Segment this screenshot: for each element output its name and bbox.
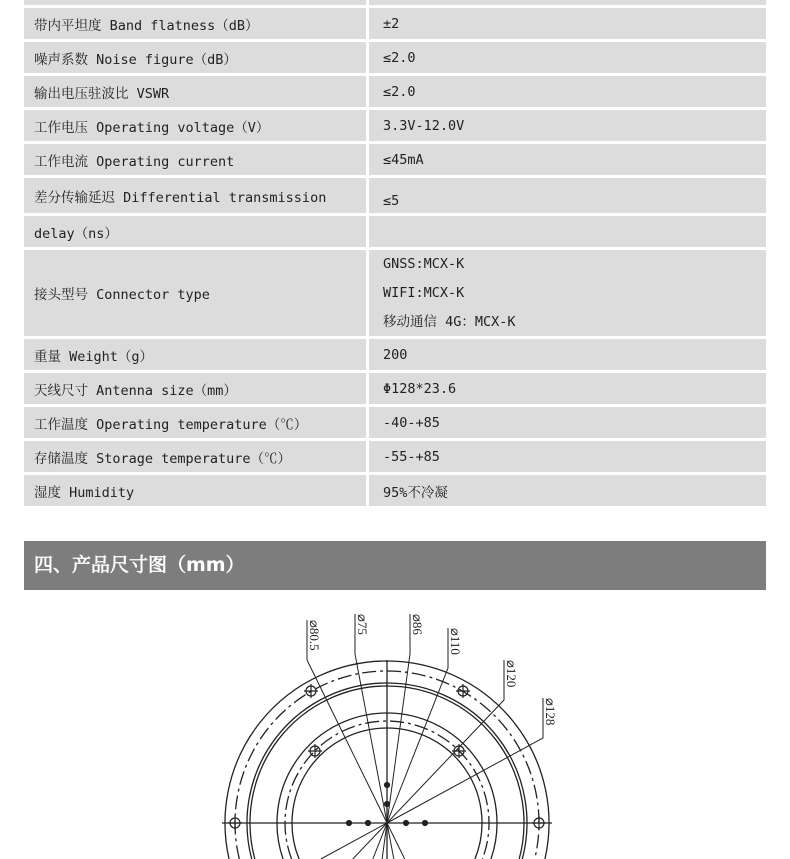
spec-value: 3.3V-12.0V <box>369 110 766 141</box>
center-mark <box>347 821 352 826</box>
spec-value: 200 <box>369 339 766 370</box>
connector-4g: 移动通信 4G：MCX-K <box>383 313 516 330</box>
spec-label: 工作电流 Operating current <box>24 144 366 175</box>
spec-label: 噪声系数 Noise figure（dB） <box>24 42 366 73</box>
spec-label: 存储温度 Storage temperature（℃） <box>24 441 366 472</box>
dimension-label: ⌀80.5 <box>307 620 322 651</box>
center-mark <box>404 821 409 826</box>
spec-label: 湿度 Humidity <box>24 475 366 506</box>
spec-label: 带内平坦度 Band flatness（dB） <box>24 8 366 39</box>
spec-label: 重量 Weight（g） <box>24 339 366 370</box>
connector-gnss: GNSS:MCX-K <box>383 255 465 272</box>
leader-line-extension <box>387 823 405 859</box>
spec-value: Φ128*23.6 <box>369 373 766 404</box>
leader-line-extension <box>353 823 387 859</box>
screw-hole-cross <box>228 816 242 830</box>
dimension-label: ⌀86 <box>410 614 425 635</box>
spec-value: ≤45mA <box>369 144 766 175</box>
spec-value: -40-+85 <box>369 407 766 438</box>
center-mark <box>385 802 390 807</box>
dimension-label: ⌀75 <box>355 614 370 635</box>
spec-value: ±2 <box>369 8 766 39</box>
spec-label: 工作电压 Operating voltage（V） <box>24 110 366 141</box>
spec-value: -55-+85 <box>369 441 766 472</box>
center-mark <box>385 783 390 788</box>
leader-line <box>387 614 410 823</box>
screw-hole-cross <box>304 684 318 698</box>
spec-label: 输出电压驻波比 VSWR <box>24 76 366 107</box>
dimension-label: ⌀128 <box>543 698 558 726</box>
spec-label: 差分传输延迟 Differential transmission <box>24 178 366 213</box>
dimension-label: ⌀110 <box>448 628 463 655</box>
screw-hole-cross <box>532 816 546 830</box>
spec-label: 天线尺寸 Antenna size（mm） <box>24 373 366 404</box>
spec-label: delay（ns） <box>24 216 366 247</box>
center-mark <box>423 821 428 826</box>
spec-label: 工作温度 Operating temperature（℃） <box>24 407 366 438</box>
screw-hole-cross <box>456 684 470 698</box>
connector-wifi: WIFI:MCX-K <box>383 284 465 301</box>
spec-value: ≤2.0 <box>369 76 766 107</box>
spec-label: 接头型号 Connector type <box>24 250 366 336</box>
spec-value: ≤2.0 <box>369 42 766 73</box>
spec-value: ≤5 <box>369 178 766 213</box>
leader-line-extension <box>387 823 394 859</box>
section-header: 四、产品尺寸图（mm） <box>24 541 766 590</box>
spec-value: 95%不冷凝 <box>369 475 766 506</box>
leader-line <box>387 698 543 823</box>
center-mark <box>366 821 371 826</box>
dimension-label: ⌀120 <box>504 660 519 688</box>
leader-line <box>355 614 387 823</box>
leader-line-extension <box>321 823 387 859</box>
